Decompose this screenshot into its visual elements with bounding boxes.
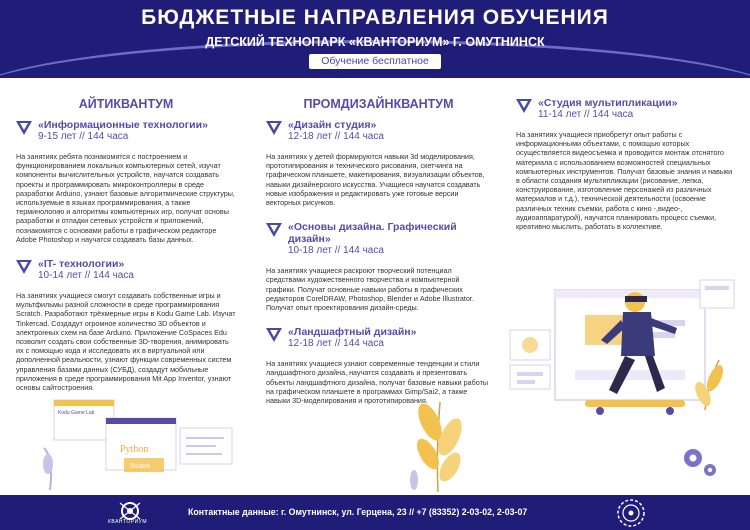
course-name: «Студия мультипликации» xyxy=(538,97,678,109)
free-badge: Обучение бесплатное xyxy=(309,54,441,69)
course-name: «Ландшафтный дизайн» xyxy=(288,326,417,339)
course-age: 12-18 лет // 144 часа xyxy=(288,131,384,142)
course-item xyxy=(516,97,736,231)
course-age: 12-18 лет // 144 часа xyxy=(288,338,384,350)
column-it xyxy=(16,97,236,392)
course-description: На занятиях учащиеся раскроют творческий потенциал средствами художественного творчества и компьютерной графики. Получат основные навыки работы в графических редакторов CorelDRAW, Photoshop, Blender и Adobe Illustrator. Получат опыт проектирования дизайн-среды. xyxy=(266,266,474,313)
page-title: БЮДЖЕТНЫЕ НАПРАВЛЕНИЯ ОБУЧЕНИЯ xyxy=(141,6,609,29)
course-description: На занятиях ребята познакомятся с построением и функционированием локальных компьютерных сетей, изучат компоненты вычислительных устройств, научатся создавать проекты и программировать микроконтроллеры в среде разработки Arduino, узнают базовые алгоритмические структуры, используемые в языках программирования, а также терминологию и алгоритмы компьютерных игр, получат основы разработки и отладки сетевых устройств и приложений, познакомятся с основами работы в графическом редакторе Adobe Photoshop и научатся создавать базы данных. xyxy=(16,152,235,244)
course-item xyxy=(266,119,491,207)
column-heading: АЙТИКВАНТУМ xyxy=(78,97,174,111)
course-description: На занятиях у детей формируются навыки 3d моделирования, прототипирования и технического рисования, скетчинга на графическом планшете, макетирования, визуализации объектов, навыки дизайнерского искусства. Учащиеся научатся создавать новые изображения и редактировать уже готовые версии векторных рисунков. xyxy=(266,152,485,208)
technopark-emblem-icon xyxy=(612,497,650,529)
triangle-marker-icon xyxy=(266,121,282,135)
column-animation xyxy=(516,97,736,231)
course-name: «Информационные технологии» xyxy=(38,119,208,131)
course-description: На занятиях учащиеся смогут создавать собственные игры и мультфильмы разной сложности в среде программирования Scratch. Разработают трёхмерные игры в Kodu Game Lab. Изучат Tinkercad. Создадут огромное количество 3D объектов и электронных схем на базе Arduino. Приложение CoSpaces Edu позволит создать свои собственные 3D-творения, анимировать их с помощью кода и исследовать их в виртуальной или дополненной реальности, узнают функции современных систем управления базами данных (СУБД), создадут мобильные приложения в среде программирования Mit App Inventor, узнают основы сайтостроения. xyxy=(16,291,236,393)
course-age: 11-14 лет // 144 часа xyxy=(538,109,634,120)
skateboarder-illustration xyxy=(505,260,740,492)
logo-text: КВАНТОРИУМ xyxy=(108,519,148,525)
course-name: «IT- технологии» xyxy=(38,258,125,271)
leaf-plant-illustration xyxy=(400,392,475,492)
course-age: 10-18 лет // 144 часа xyxy=(288,245,384,257)
course-age: 9-15 лет // 144 часа xyxy=(38,131,129,142)
triangle-marker-icon xyxy=(516,99,532,113)
triangle-marker-icon xyxy=(266,223,282,237)
column-design xyxy=(266,97,491,405)
contact-info: Контактные данные: г. Омутнинск, ул. Герцена, 23 // +7 (83352) 2-03-02, 2-03-07 xyxy=(188,507,528,517)
triangle-marker-icon xyxy=(16,121,32,135)
header-banner xyxy=(0,0,750,78)
code-windows-illustration xyxy=(40,398,240,492)
course-description: На занятиях учащиеся приобретут опыт работы с информационными объектами, с помощью которых осуществляется видеосъемка и проводится монтаж отснятого материала с использованием возможностей специальных компьютерных инструментов. Получат базовые знания и навыки в области создания мультипликации (рисование, лепка, конструирование, изготовление персонажей из различных материалов и т.д.), технической деятельности (освоение различных техник съемки, работа с кино -,видео-, аудиоаппаратурой), научатся планировать процесс съемки, креативно мыслить, работать в коллективе. xyxy=(516,130,733,232)
course-description: На занятиях учащиеся узнают современные тенденции и стили ландшафтного дизайна, научатся создавать и презентовать объекты ландшафтного дизайна, получат базовые навыки работы на графическом планшете в программах Gimp/Sai2, а также навыки 3D-моделирования и прототипирования. xyxy=(266,359,489,406)
triangle-marker-icon xyxy=(16,260,32,274)
course-age: 10-14 лет // 144 часа xyxy=(38,270,134,282)
course-name: «Основы дизайна. Графический дизайн» xyxy=(288,221,457,246)
page-subtitle: ДЕТСКИЙ ТЕХНОПАРК «КВАНТОРИУМ» Г. ОМУТНИНСК xyxy=(205,35,545,49)
triangle-marker-icon xyxy=(266,328,282,342)
snippet-scratch: Scratch xyxy=(130,464,151,470)
column-heading: ПРОМДИЗАЙНКВАНТУМ xyxy=(303,97,454,111)
course-item xyxy=(16,258,236,392)
course-name: «Дизайн студия» xyxy=(288,119,377,131)
snippet-python: Python xyxy=(120,444,149,455)
course-item xyxy=(16,119,236,244)
snippet-kodu: Kodu Game Lab xyxy=(58,410,95,416)
footer-bar xyxy=(0,495,750,530)
course-item xyxy=(266,221,491,312)
